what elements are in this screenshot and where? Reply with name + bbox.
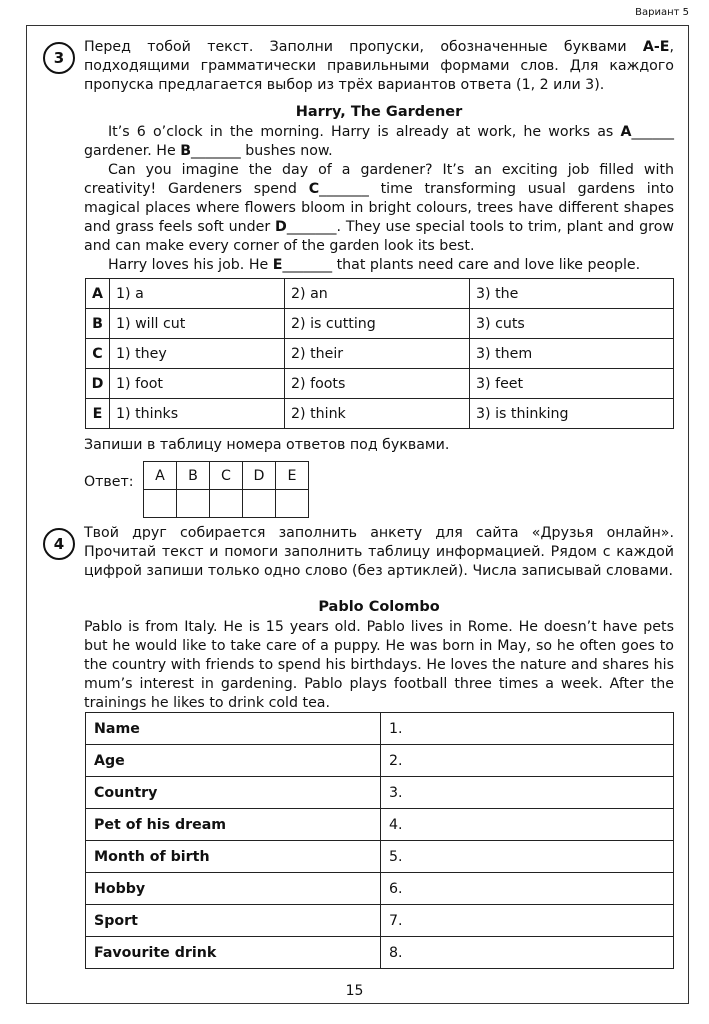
option-3: 3) them [470, 339, 674, 369]
field-label: Month of birth [86, 841, 381, 873]
answer-cell-c[interactable] [210, 490, 243, 518]
answer-cell-d[interactable] [243, 490, 276, 518]
option-2: 2) an [285, 279, 470, 309]
answer-letter: E [276, 462, 309, 490]
field-answer[interactable]: 4. [381, 809, 674, 841]
option-letter: B [86, 309, 110, 339]
option-letter: C [86, 339, 110, 369]
answer-letter: B [177, 462, 210, 490]
option-letter: A [86, 279, 110, 309]
table-row [86, 937, 674, 969]
table-row [86, 905, 674, 937]
options-row [86, 309, 674, 339]
variant-label: Вариант 5 [635, 7, 689, 18]
table-row [86, 873, 674, 905]
table-row [86, 777, 674, 809]
task-4-number: 4 [43, 528, 75, 560]
option-3: 3) the [470, 279, 674, 309]
answer-cell-b[interactable] [177, 490, 210, 518]
field-answer[interactable]: 5. [381, 841, 674, 873]
field-answer[interactable]: 6. [381, 873, 674, 905]
field-label: Name [86, 713, 381, 745]
answer-table [143, 461, 309, 518]
option-letter: D [86, 369, 110, 399]
field-label: Favourite drink [86, 937, 381, 969]
paragraph-3: Harry loves his job. He E_______ that plants need care and love like people. [108, 257, 641, 273]
field-answer[interactable]: 7. [381, 905, 674, 937]
table-row [86, 809, 674, 841]
option-3: 3) is thinking [470, 399, 674, 429]
field-answer[interactable]: 3. [381, 777, 674, 809]
option-1: 1) a [110, 279, 285, 309]
field-answer[interactable]: 1. [381, 713, 674, 745]
answer-label: Ответ: [84, 474, 134, 490]
option-1: 1) they [110, 339, 285, 369]
options-row [86, 399, 674, 429]
option-letter: E [86, 399, 110, 429]
field-label: Age [86, 745, 381, 777]
field-label: Hobby [86, 873, 381, 905]
task-4-instruction: Твой друг собирается заполнить анкету для сайта «Друзья онлайн». Прочитай текст и помоги заполнить таблицу информацией. Рядом с каждой цифрой запиши только одно слово (без артиклей). Числа записывай словами. [84, 525, 674, 579]
field-label: Country [86, 777, 381, 809]
options-row [86, 279, 674, 309]
task-3-instruction: Перед тобой текст. Заполни пропуски, обозначенные буквами A-E, подходящими грамматически правильными формами слов. Для каждого пропуска предлагается выбор из трёх вариантов ответа (1, 2 или 3). [84, 39, 674, 93]
answer-letter: C [210, 462, 243, 490]
option-2: 2) think [285, 399, 470, 429]
options-table [85, 278, 674, 429]
option-3: 3) feet [470, 369, 674, 399]
option-1: 1) will cut [110, 309, 285, 339]
task-3-text [84, 123, 674, 275]
pablo-text: Pablo is from Italy. He is 15 years old. Pablo lives in Rome. He doesn’t have pets but he would like to take care of a puppy. He was born in May, so he often goes to the country with friends to spend his birthdays. He loves the nature and shares his mum’s interest in gardening. Pablo plays football three times a week. After the trainings he likes to drink cold tea. [84, 619, 674, 711]
answer-cell-e[interactable] [276, 490, 309, 518]
option-2: 2) their [285, 339, 470, 369]
option-2: 2) foots [285, 369, 470, 399]
answer-cell-a[interactable] [144, 490, 177, 518]
text-title-harry: Harry, The Gardener [295, 104, 463, 120]
text-title-pablo: Pablo Colombo [318, 599, 440, 615]
info-table [85, 712, 674, 969]
table-row [86, 713, 674, 745]
paragraph-2: Can you imagine the day of a gardener? It’s an exciting job filled with creativity! Gardeners spend C_______ time transforming usual gardens into magical places where flowers bloom in bright colours, trees have different shapes and grass feels soft under D_______. They use special tools to trim, plant and grow and can make every corner of the garden look its best. [84, 162, 674, 254]
answer-letter: D [243, 462, 276, 490]
options-row [86, 339, 674, 369]
table-row [86, 841, 674, 873]
write-instruction: Запиши в таблицу номера ответов под буквами. [84, 437, 450, 453]
task-3-number: 3 [43, 42, 75, 74]
option-1: 1) foot [110, 369, 285, 399]
option-1: 1) thinks [110, 399, 285, 429]
option-2: 2) is cutting [285, 309, 470, 339]
field-label: Pet of his dream [86, 809, 381, 841]
field-label: Sport [86, 905, 381, 937]
table-row [86, 745, 674, 777]
field-answer[interactable]: 2. [381, 745, 674, 777]
answer-letter: A [144, 462, 177, 490]
options-row [86, 369, 674, 399]
page-number: 15 [345, 983, 364, 999]
paragraph-1: It’s 6 o’clock in the morning. Harry is already at work, he works as A______ gardener. He B_______ bushes now. [84, 124, 674, 159]
option-3: 3) cuts [470, 309, 674, 339]
field-answer[interactable]: 8. [381, 937, 674, 969]
